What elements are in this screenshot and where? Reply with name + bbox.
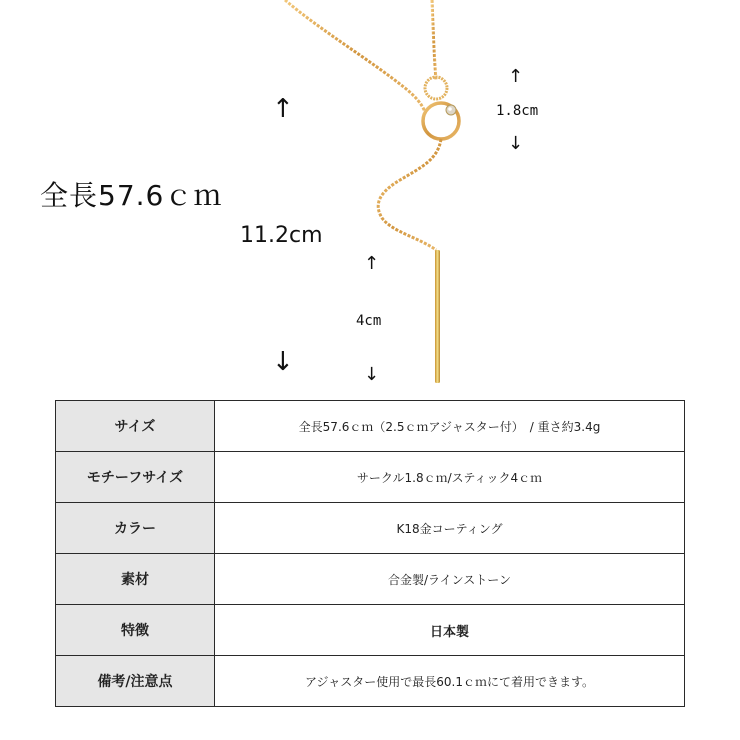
spec-label-size: サイズ [56,401,215,452]
spec-value-material: 合金製/ラインストーン [215,554,685,605]
stick-size-down-arrow-icon: ↓ [364,364,380,385]
table-row [56,554,685,605]
table-row [56,401,685,452]
table-row [56,656,685,707]
spec-label-material: 素材 [56,554,215,605]
table-row [56,605,685,656]
spec-table [55,400,685,707]
table-row [56,503,685,554]
spec-value-feature: 日本製 [215,605,685,656]
circle-size-label: 1.8cm [496,103,539,119]
table-row [56,452,685,503]
spec-label-feature: 特徴 [56,605,215,656]
spec-value-notes: アジャスター使用で最長60.1ｃｍにて着用できます。 [215,656,685,707]
stick-pendant [435,250,440,383]
circle-size-down-arrow-icon: ↓ [508,133,524,154]
circle-size-up-arrow-icon: ↑ [508,66,524,87]
stick-size-up-arrow-icon: ↑ [364,253,380,274]
small-ring [425,77,447,99]
stick-size-label: 4cm [356,313,382,329]
chain-right [432,0,436,80]
chain-left [285,0,425,112]
chain-length-label: 11.2cm [240,223,323,248]
chain-length-up-arrow-icon: ↑ [272,94,294,124]
spec-value-color: K18金コーティング [215,503,685,554]
spec-label-motif-size: モチーフサイズ [56,452,215,503]
chain-length-down-arrow-icon: ↓ [272,347,294,377]
spec-label-color: カラー [56,503,215,554]
spec-value-size: 全長57.6ｃｍ（2.5ｃｍアジャスター付） / 重さ約3.4g [215,401,685,452]
chain-dangle [378,139,441,250]
spec-value-motif-size: サークル1.8ｃｍ/スティック4ｃｍ [215,452,685,503]
spec-label-notes: 備考/注意点 [56,656,215,707]
total-length-label: 全長57.6ｃｍ [40,179,223,212]
